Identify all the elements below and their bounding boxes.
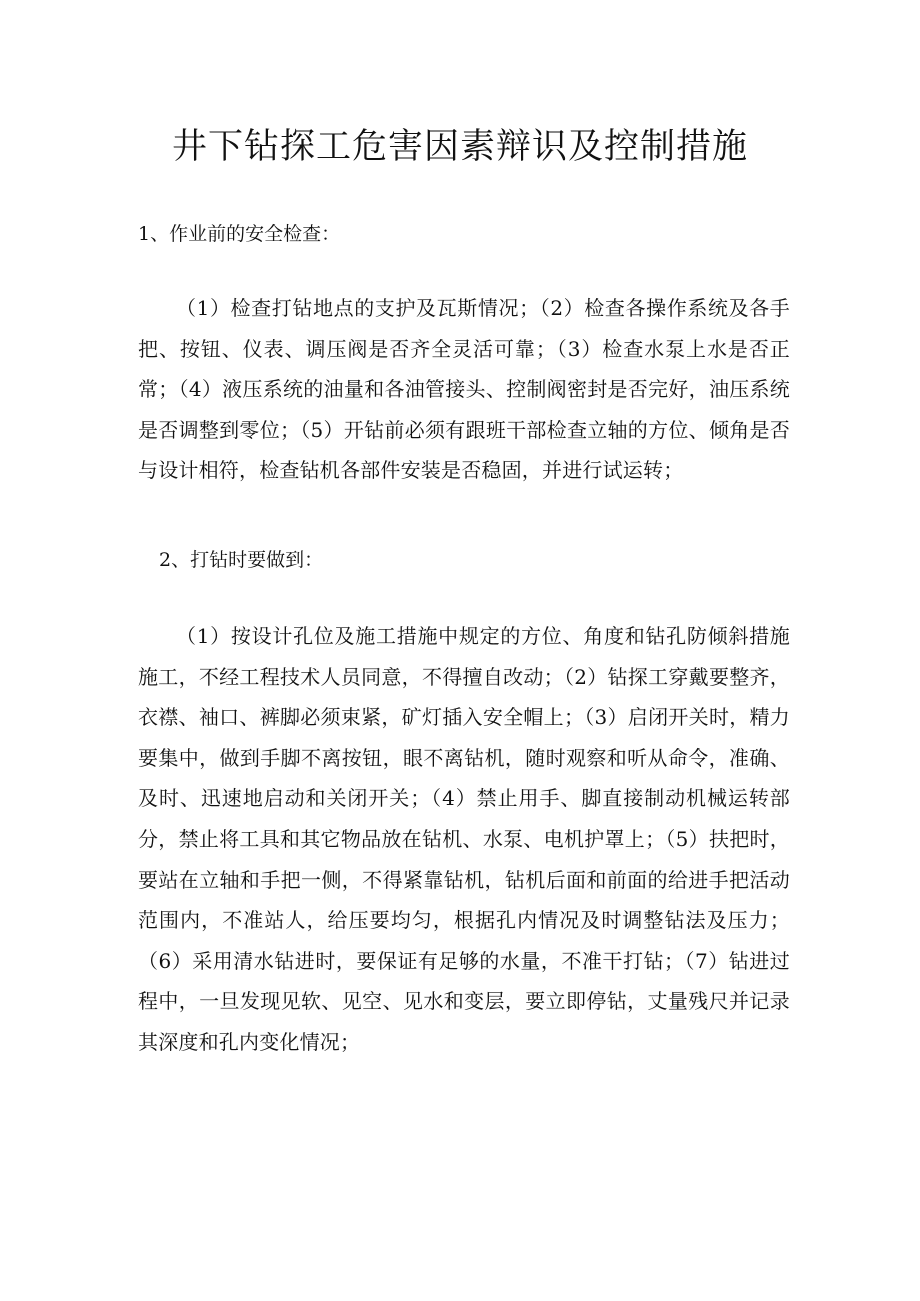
section-body-2: （1）按设计孔位及施工措施中规定的方位、角度和钻孔防倾斜措施施工，不经工程技术人员同意，不得擅自改动；（2）钻探工穿戴要整齐，衣襟、袖口、裤脚必须束紧，矿灯插入安全帽上；（3）启闭开关时，精力要集中，做到手脚不离按钮，眼不离钻机，随时观察和听从命令，准确、及时、迅速地启动和关闭开关；（4）禁止用手、脚直接制动机械运转部分，禁止将工具和其它物品放在钻机、水泵、电机护罩上；（5）扶把时，要站在立轴和手把一侧，不得紧靠钻机，钻机后面和前面的给进手把活动范围内，不准站人，给压要均匀，根据孔内情况及时调整钻法及压力；（6）采用清水钻进时，要保证有足够的水量，不准干打钻；（7）钻进过程中，一旦发现见软、见空、见水和变层，要立即停钻，丈量残尺并记录其深度和孔内变化情况； xyxy=(138,624,790,1054)
section-heading-2: 2、打钻时要做到： xyxy=(159,549,324,571)
document-title: 井下钻探工危害因素辩识及控制措施 xyxy=(171,127,748,167)
section-heading-1: 1、作业前的安全检查： xyxy=(138,223,341,245)
section-body-1: （1）检查打钻地点的支护及瓦斯情况；（2）检查各操作系统及各手把、按钮、仪表、调压阀是否齐全灵活可靠；（3）检查水泵上水是否正常；（4）液压系统的油量和各油管接头、控制阀密封是否完好，油压系统是否调整到零位；（5）开钻前必须有跟班干部检查立轴的方位、倾角是否与设计相符，检查钻机各部件安装是否稳固，并进行试运转； xyxy=(138,296,790,483)
